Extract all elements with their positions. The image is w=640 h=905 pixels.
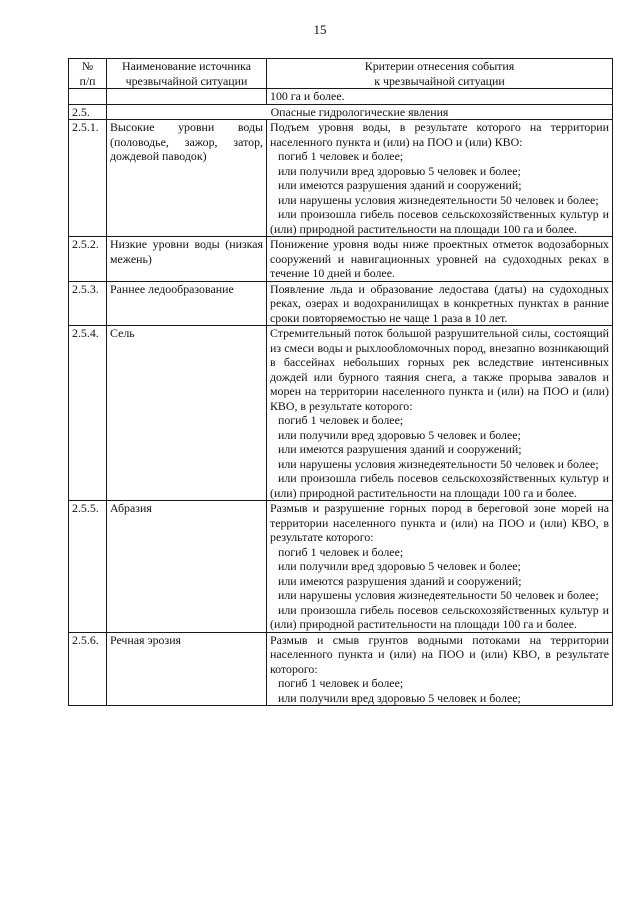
criteria-line: погиб 1 человек и более; <box>278 676 404 690</box>
continuation-num-cell <box>69 89 107 105</box>
continuation-source-cell <box>107 89 267 105</box>
row-source: Низкие уровни воды (низкая межень) <box>107 237 267 282</box>
section-title: Опасные гидрологические явления <box>107 104 613 120</box>
table-row <box>69 120 613 237</box>
section-number: 2.5. <box>69 104 107 120</box>
table-row <box>69 237 613 282</box>
criteria-line: Появление льда и образование ледостава (даты) на судоходных реках, озерах и водохранилищах в конкретных пунктах в ранние сроки повторяемостью не чаще 1 раза в 10 лет. <box>270 281 609 325</box>
row-criteria <box>267 237 613 282</box>
continuation-row <box>69 89 613 105</box>
criteria-line: или имеются разрушения зданий и сооружений; <box>278 442 522 456</box>
criteria-line: Размыв и смыв грунтов водными потоками на территории населенного пункта и (или) на ПОО и (или) КВО, в результате которого: <box>270 632 609 676</box>
row-number: 2.5.1. <box>69 120 107 237</box>
row-source: Сель <box>107 326 267 501</box>
criteria-line: погиб 1 человек и более; <box>278 413 404 427</box>
table-row <box>69 632 613 706</box>
page-number: 15 <box>313 22 327 37</box>
table-row <box>69 501 613 633</box>
criteria-line: или получили вред здоровью 5 человек и более; <box>278 559 521 573</box>
criteria-line: Размыв и разрушение горных пород в береговой зоне морей на территории населенного пункта и (или) на ПОО и (или) КВО, в результате которого: <box>270 501 609 544</box>
criteria-line: или получили вред здоровью 5 человек и более; <box>278 427 521 442</box>
header-source: Наименование источника чрезвычайной ситуации <box>107 59 267 89</box>
row-criteria <box>267 501 613 633</box>
section-row <box>69 104 613 120</box>
row-number: 2.5.6. <box>69 632 107 706</box>
table-row <box>69 281 613 326</box>
table-header-row <box>69 59 613 89</box>
header-number: № п/п <box>69 59 107 89</box>
criteria-line: или нарушены условия жизнедеятельности 50 человек и более; <box>278 588 599 602</box>
continuation-text: 100 га и более. <box>270 89 345 103</box>
row-number: 2.5.3. <box>69 281 107 326</box>
row-number: 2.5.2. <box>69 237 107 282</box>
criteria-line: или произошла гибель посевов сельскохозяйственных культур и (или) природной растительности на площади 100 га и более. <box>270 471 609 500</box>
continuation-criteria-cell <box>267 89 613 105</box>
criteria-line: или нарушены условия жизнедеятельности 50 человек и более; <box>278 456 599 471</box>
criteria-line: Стремительный поток большой разрушительной силы, состоящий из смеси воды и рыхлообломочных пород, внезапно возникающий в бассейнах небольших горных рек вследствие интенсивных дождей или бурного таяния снега, а также прорыва завалов и морен на территории населенного пункта и (или) на ПОО и (или) КВО, в результате которого: <box>270 326 609 413</box>
criteria-line: Понижение уровня воды ниже проектных отметок водозаборных сооружений и навигационных уровней на судоходных реках в течение 10 дней и более. <box>270 237 609 280</box>
criteria-line: или произошла гибель посевов сельскохозяйственных культур и (или) природной растительности на площади 100 га и более. <box>270 602 609 631</box>
criteria-line: погиб 1 человек и более; <box>278 149 404 163</box>
criteria-line: погиб 1 человек и более; <box>278 544 404 559</box>
criteria-line: Подъем уровня воды, в результате которого на территории населенного пункта и (или) на ПОО и (или) КВО: <box>270 120 609 149</box>
header-criteria: Критерии отнесения события к чрезвычайной ситуации <box>267 59 613 89</box>
row-criteria <box>267 326 613 501</box>
row-source: Раннее ледообразование <box>107 281 267 326</box>
criteria-line: или имеются разрушения зданий и сооружений; <box>278 178 522 192</box>
criteria-table <box>68 58 613 706</box>
row-source: Высокие уровни воды (половодье, зажор, затор, дождевой паводок) <box>107 120 267 237</box>
row-criteria <box>267 281 613 326</box>
row-number: 2.5.4. <box>69 326 107 501</box>
row-source: Абразия <box>107 501 267 633</box>
criteria-line: или произошла гибель посевов сельскохозяйственных культур и (или) природной растительности на площади 100 га и более. <box>270 207 609 236</box>
criteria-line: или имеются разрушения зданий и сооружений; <box>278 573 522 588</box>
row-number: 2.5.5. <box>69 501 107 633</box>
table-row <box>69 326 613 501</box>
criteria-line: или получили вред здоровью 5 человек и более; <box>278 163 521 178</box>
row-source: Речная эрозия <box>107 632 267 706</box>
criteria-line: или получили вред здоровью 5 человек и более; <box>278 690 521 705</box>
row-criteria <box>267 120 613 237</box>
row-criteria <box>267 632 613 706</box>
criteria-line: или нарушены условия жизнедеятельности 50 человек и более; <box>278 192 599 207</box>
